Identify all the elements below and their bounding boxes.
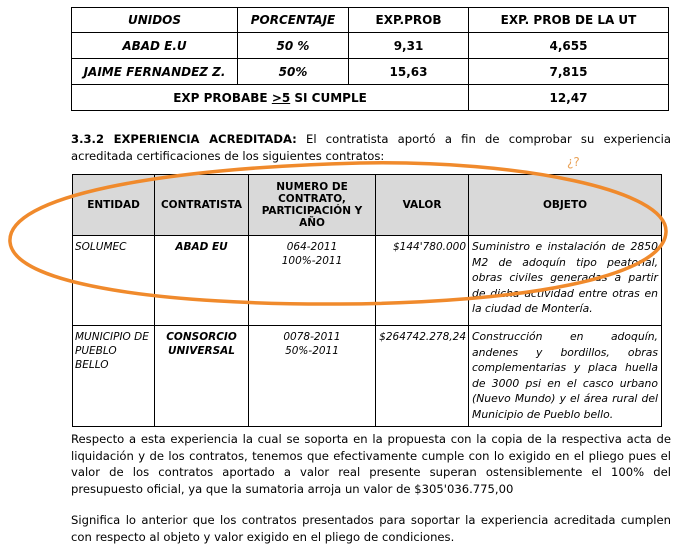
contract-number: 064-2011	[286, 241, 338, 253]
summary-label-suffix: SI CUMPLE	[290, 90, 367, 105]
member-name: ABAD E.U	[72, 33, 238, 59]
summary-header-row	[72, 8, 669, 33]
section-intro	[71, 131, 671, 164]
section-text: El contratista aportó a fin de comprobar su experiencia acreditada certificaciones de los siguientes contratos:	[71, 132, 671, 163]
member-name: JAIME FERNANDEZ Z.	[72, 59, 238, 85]
contract-objeto: Suministro e instalación de 2850 M2 de adoquín tipo peatonal, obras civiles generadas a partir de dicha actividad entre otras en la ciudad de Montería.	[469, 236, 662, 326]
header-valor: VALOR	[376, 175, 469, 236]
header-objeto: OBJETO	[469, 175, 662, 236]
handwritten-question-mark: ¿?	[567, 155, 580, 169]
experience-summary-table	[71, 7, 669, 111]
contract-entidad: MUNICIPIO DE PUEBLO BELLO	[73, 326, 155, 427]
summary-total-label	[72, 85, 469, 111]
paragraph-compliance: Respecto a esta experiencia la cual se soporta en la propuesta con la copia de la respectiva acta de liquidación y de los contratos, tenemos que efectivamente cumple con lo exigido en el pliego pues el valor de los contratos aportado a valor real presente superan ostensiblemente el 100% del presupuesto oficial, ya que la sumatoria arroja un valor de $305'036.775,00	[71, 432, 671, 496]
contract-participation: 50%-2011	[285, 345, 339, 357]
header-porcentaje: PORCENTAJE	[238, 8, 349, 33]
member-exp-prob: 15,63	[349, 59, 469, 85]
summary-total-value: 12,47	[469, 85, 669, 111]
member-exp-prob-ut: 7,815	[469, 59, 669, 85]
member-exp-prob-ut: 4,655	[469, 33, 669, 59]
header-unidos: UNIDOS	[72, 8, 238, 33]
contracts-header-row	[73, 175, 662, 236]
summary-total-row	[72, 85, 669, 111]
contract-objeto: Construcción en adoquín, andenes y bordillos, obras complementarias y placa huella de 3000 psi en el casco urbano (Nuevo Mundo) y el área rural del Municipio de Pueblo bello.	[469, 326, 662, 427]
header-exp-prob: EXP.PROB	[349, 8, 469, 33]
section-heading: 3.3.2 EXPERIENCIA ACREDITADA:	[71, 132, 297, 146]
summary-label-prefix: EXP PROBABE	[173, 90, 272, 105]
header-numero-contrato: NUMERO DE CONTRATO, PARTICIPACIÓN Y AÑO	[249, 175, 376, 236]
contract-number: 0078-2011	[283, 331, 341, 343]
contract-valor: $264742.278,24	[376, 326, 469, 427]
member-percentage: 50%	[238, 59, 349, 85]
contract-numero	[249, 326, 376, 427]
contract-contratista: CONSORCIO UNIVERSAL	[155, 326, 249, 427]
header-exp-prob-ut: EXP. PROB DE LA UT	[469, 8, 669, 33]
contract-entidad: SOLUMEC	[73, 236, 155, 326]
header-entidad: ENTIDAD	[73, 175, 155, 236]
summary-label-threshold: >5	[271, 90, 291, 105]
table-row	[73, 326, 662, 427]
table-row	[73, 236, 662, 326]
contract-valor: $144'780.000	[376, 236, 469, 326]
paragraph-conclusion: Significa lo anterior que los contratos presentados para soportar la experiencia acreditada cumplen con respecto al objeto y valor exigido en el pliego de condiciones.	[71, 513, 671, 544]
contracts-table	[72, 174, 662, 427]
table-row	[72, 59, 669, 85]
table-row	[72, 33, 669, 59]
contract-numero	[249, 236, 376, 326]
member-exp-prob: 9,31	[349, 33, 469, 59]
contract-contratista: ABAD EU	[155, 236, 249, 326]
header-contratista: CONTRATISTA	[155, 175, 249, 236]
contract-participation: 100%-2011	[281, 255, 343, 267]
member-percentage: 50 %	[238, 33, 349, 59]
